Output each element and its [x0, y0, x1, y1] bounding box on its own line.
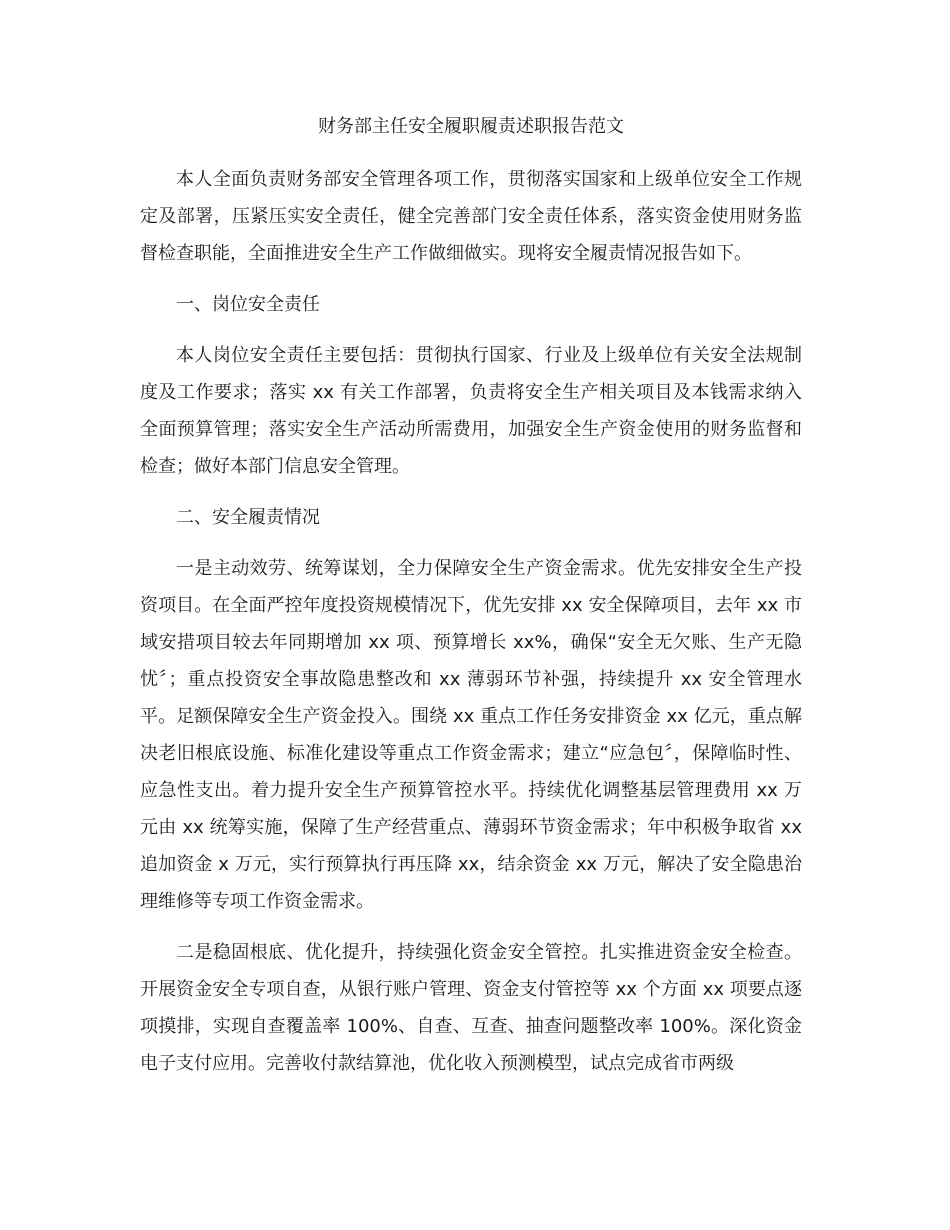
document-title: 财务部主任安全履职履责述职报告范文 [318, 116, 624, 137]
performance-paragraph-1: 一是主动效劳、统筹谋划，全力保障安全生产资金需求。优先安排安全生产投资项目。在全面严控年度投资规模情况下，优先安排 xx 安全保障项目，去年 xx 市域安措项目较去年同期增加 xx 项、预算增长 xx%，确保“安全无欠账、生产无隐忧〞；重点投资安全事故隐患整改和 xx 薄弱环节补强，持续提升 xx 安全管理水平。足额保障安全生产资金投入。围绕 xx 重点工作任务安排资金 xx 亿元，重点解决老旧根底设施、标准化建设等重点工作资金需求；建立“应急包〞，保障临时性、应急性支出。着力提升安全生产预算管控水平。持续优化调整基层管理费用 xx 万元由 xx 统筹实施，保障了生产经营重点、薄弱环节资金需求；年中积极争取省 xx 追加资金 x 万元，实行预算执行再压降 xx，结余资金 xx 万元，解决了安全隐患治理维修等专项工作资金需求。 [140, 558, 802, 912]
job-responsibility-paragraph: 本人岗位安全责任主要包括：贯彻执行国家、行业及上级单位有关安全法规制度及工作要求；落实 xx 有关工作部署，负责将安全生产相关项目及本钱需求纳入全面预算管理；落实安全生产活动所需费用，加强安全生产资金使用的财务监督和检查；做好本部门信息安全管理。 [140, 345, 802, 477]
section-heading-job-responsibility: 一、岗位安全责任 [176, 294, 320, 315]
section-heading-performance: 二、安全履责情况 [176, 507, 320, 528]
intro-paragraph: 本人全面负责财务部安全管理各项工作，贯彻落实国家和上级单位安全工作规定及部署，压紧压实安全责任，健全完善部门安全责任体系，落实资金使用财务监督检查职能，全面推进安全生产工作做细做实。现将安全履责情况报告如下。 [140, 169, 802, 264]
performance-paragraph-2: 二是稳固根底、优化提升，持续强化资金安全管控。扎实推进资金安全检查。开展资金安全专项自查，从银行账户管理、资金支付管控等 xx 个方面 xx 项要点逐项摸排，实现自查覆盖率 100%、自查、互查、抽查问题整改率 100%。深化资金电子支付应用。完善收付款结算池，优化收入预测模型，试点完成省市两级 [140, 942, 802, 1074]
document-body [140, 161, 802, 1096]
